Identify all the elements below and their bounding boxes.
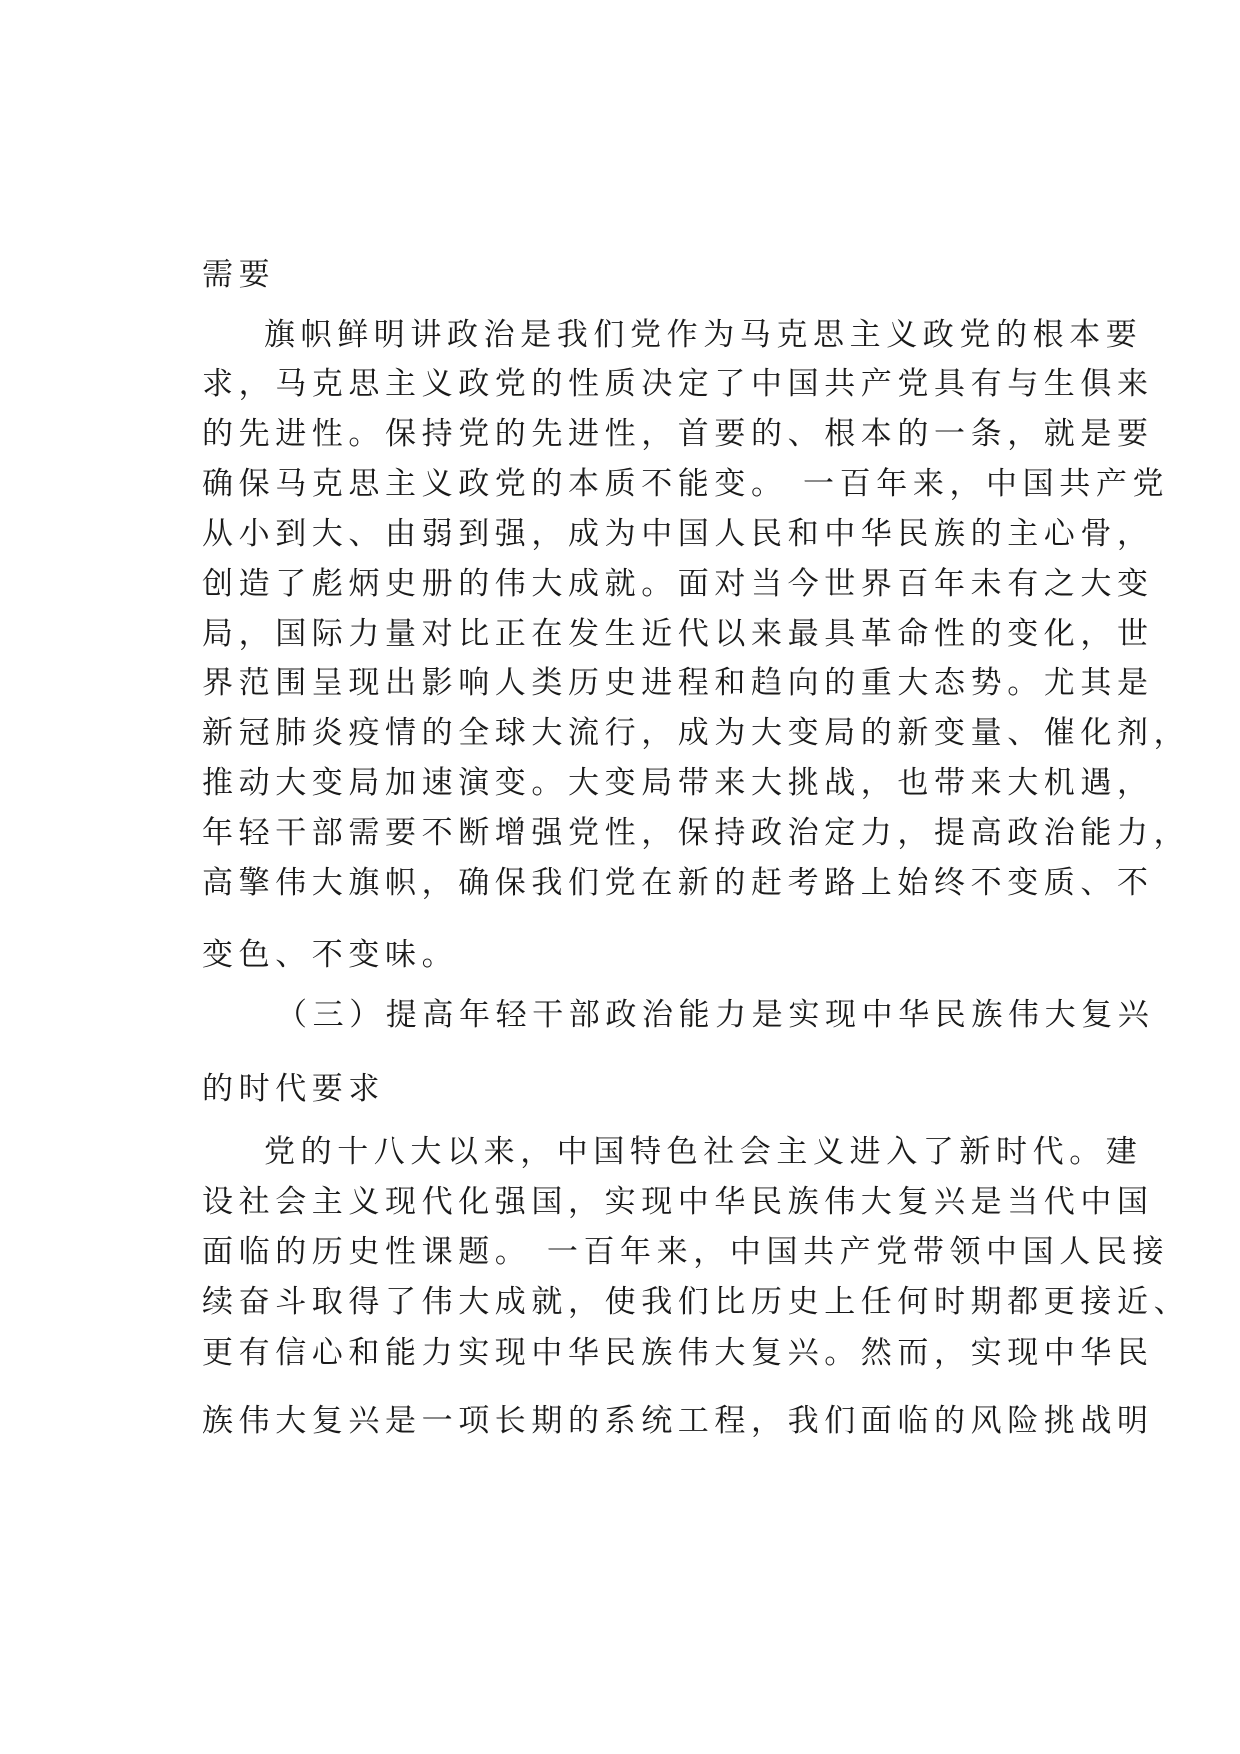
paragraph-first-line: 旗帜鲜明讲政治是我们党作为马克思主义政党的根本要 (264, 317, 1143, 353)
text-line: 变色、不变味。 (202, 937, 459, 973)
text-line: 的先进性。保持党的先进性，首要的、根本的一条，就是要 (202, 416, 1154, 452)
text-line: 年轻干部需要不断增强党性，保持政治定力，提高政治能力， (202, 815, 1191, 851)
text-line-continuation: 需要 (202, 257, 276, 293)
paragraph-first-line: 党的十八大以来，中国特色社会主义进入了新时代。建 (264, 1134, 1143, 1170)
text-line: 面临的历史性课题。 一百年来，中国共产党带领中国人民接 (202, 1234, 1170, 1270)
section-heading: （三）提高年轻干部政治能力是实现中华民族伟大复兴 (276, 997, 1155, 1033)
text-line: 求，马克思主义政党的性质决定了中国共产党具有与生俱来 (202, 366, 1154, 402)
text-line: 族伟大复兴是一项长期的系统工程，我们面临的风险挑战明 (202, 1403, 1154, 1439)
text-line: 续奋斗取得了伟大成就，使我们比历史上任何时期都更接近、 (202, 1284, 1191, 1320)
text-line: 创造了彪炳史册的伟大成就。面对当今世界百年未有之大变 (202, 566, 1154, 602)
text-line: 新冠肺炎疫情的全球大流行，成为大变局的新变量、催化剂， (202, 715, 1191, 751)
text-line: 确保马克思主义政党的本质不能变。 一百年来，中国共产党 (202, 466, 1170, 502)
text-line: 从小到大、由弱到强，成为中国人民和中华民族的主心骨， (202, 516, 1154, 552)
text-line: 界范围呈现出影响人类历史进程和趋向的重大态势。尤其是 (202, 665, 1154, 701)
section-heading-continuation: 的时代要求 (202, 1071, 385, 1107)
text-line: 设社会主义现代化强国，实现中华民族伟大复兴是当代中国 (202, 1184, 1154, 1220)
text-line: 高擎伟大旗帜，确保我们党在新的赶考路上始终不变质、不 (202, 865, 1154, 901)
text-line: 局，国际力量对比正在发生近代以来最具革命性的变化，世 (202, 616, 1154, 652)
text-line: 更有信心和能力实现中华民族伟大复兴。然而，实现中华民 (202, 1335, 1154, 1371)
text-line: 推动大变局加速演变。大变局带来大挑战，也带来大机遇， (202, 765, 1154, 801)
